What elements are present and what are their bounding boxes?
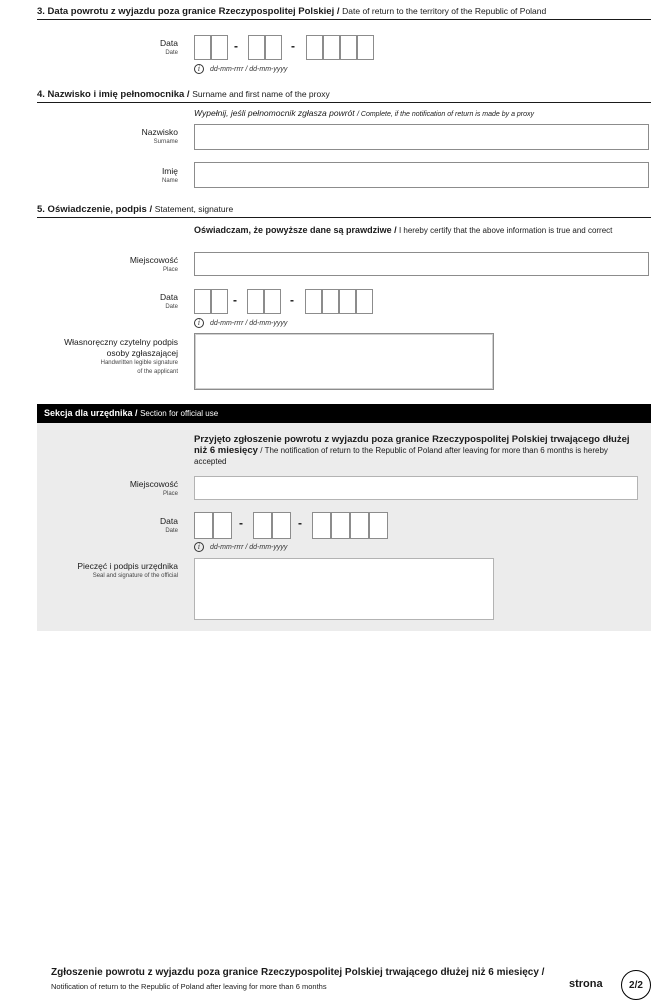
seal-label-en: Seal and signature of the official [92,573,178,579]
info-icon: i [194,64,204,74]
date-label-en: Date [165,50,178,56]
hint-en: dd-mm-yyyy [249,543,288,551]
year-digit-3[interactable] [350,512,369,539]
section-5-date-label [160,292,178,312]
seal-signature-field[interactable] [194,558,494,620]
official-title-pl: Sekcja dla urzędnika / [44,408,138,418]
date-label-pl: Data [160,292,178,302]
section-5-title [37,204,651,218]
hint-en: dd-mm-yyyy [249,65,288,73]
official-place-field[interactable] [194,476,638,500]
day-digit-1[interactable] [194,512,213,539]
signature-label-en-1: Handwritten legible signature [100,360,178,366]
official-section-header [37,404,651,423]
seal-label-pl: Pieczęć i podpis urzędnika [77,561,178,571]
section-4-title-en: Surname and first name of the proxy [192,89,330,99]
seal-label [77,561,178,581]
section-3-date-label [160,38,178,58]
year-digit-4[interactable] [369,512,388,539]
month-digit-2[interactable] [264,289,281,314]
section-4-note [194,108,534,118]
official-place-label [130,479,178,499]
section-3-date-hint [194,64,287,74]
official-date-label [160,516,178,536]
month-digit-1[interactable] [248,35,265,60]
year-digit-1[interactable] [312,512,331,539]
section-5-title-pl: 5. Oświadczenie, podpis / [37,204,153,215]
year-digit-2[interactable] [331,512,350,539]
name-label-pl: Imię [161,166,178,176]
date-separator: - [234,39,238,53]
official-statement-en: / The notification of return to the Republic of Poland after leaving for more than 6 months is hereby accepted [194,446,608,466]
signature-field[interactable] [194,333,494,390]
place-label-pl: Miejscowość [129,255,178,265]
signature-label-pl-1: Własnoręczny czytelny podpis [64,337,178,347]
section-4-title [37,89,651,103]
page-label: strona [569,978,603,990]
section-5-statement [194,225,634,236]
footer-title [51,966,556,994]
hint-en: dd-mm-yyyy [249,319,288,327]
section-3-title-en: Date of return to the territory of the Republic of Poland [342,6,547,16]
year-digit-2[interactable] [322,289,339,314]
proxy-surname-field[interactable] [194,124,649,150]
statement-en: I hereby certify that the above information is true and correct [398,226,613,235]
surname-label [142,127,178,147]
date-label-pl: Data [160,516,178,526]
signature-label-en-2: of the applicant [137,369,178,375]
day-digit-1[interactable] [194,35,211,60]
official-title-en: Section for official use [140,409,219,418]
section-5-title-en: Statement, signature [154,204,234,214]
place-label-pl: Miejscowość [129,479,178,489]
month-digit-2[interactable] [265,35,282,60]
year-digit-1[interactable] [306,35,323,60]
section-3-title [37,6,651,20]
date-separator: - [298,516,302,530]
official-statement [194,434,639,467]
official-date-hint [194,542,287,552]
signature-label-pl-2: osoby zgłaszającej [106,348,178,358]
info-icon: i [194,542,204,552]
date-separator: - [239,516,243,530]
section-4-note-en: / Complete, if the notification of return is made by a proxy [357,111,535,118]
official-statement-pl: Przyjęto zgłoszenie powrotu z wyjazdu poza granice Rzeczypospolitej Polskiej trwającego dłużej niż 6 miesięcy [194,434,630,456]
date-separator: - [291,39,295,53]
hint-pl: dd-mm-rrrr / [210,543,248,551]
statement-pl: Oświadczam, że powyższe dane są prawdziwe / [194,225,397,235]
hint-pl: dd-mm-rrrr / [210,65,248,73]
surname-label-en: Surname [153,139,178,145]
year-digit-3[interactable] [339,289,356,314]
place-label-en: Place [162,267,178,273]
surname-label-pl: Nazwisko [141,127,178,137]
day-digit-1[interactable] [194,289,211,314]
name-label [162,166,178,186]
day-digit-2[interactable] [211,289,228,314]
year-digit-4[interactable] [357,35,374,60]
place-field[interactable] [194,252,649,276]
footer-title-en: Notification of return to the Republic of Poland after leaving for more than 6 months [51,982,327,991]
year-digit-3[interactable] [340,35,357,60]
footer-title-pl: Zgłoszenie powrotu z wyjazdu poza granice Rzeczypospolitej Polskiej trwającego dłużej niż 6 miesięcy / [51,967,545,978]
month-digit-1[interactable] [253,512,272,539]
section-3-title-pl: 3. Data powrotu z wyjazdu poza granice Rzeczypospolitej Polskiej / [37,6,340,17]
place-label [130,255,178,275]
month-digit-1[interactable] [247,289,264,314]
info-icon: i [194,318,204,328]
day-digit-2[interactable] [211,35,228,60]
day-digit-2[interactable] [213,512,232,539]
signature-label [64,337,178,377]
name-label-en: Name [161,178,178,184]
year-digit-2[interactable] [323,35,340,60]
year-digit-4[interactable] [356,289,373,314]
date-label-en: Date [165,304,178,310]
proxy-name-field[interactable] [194,162,649,188]
year-digit-1[interactable] [305,289,322,314]
hint-pl: dd-mm-rrrr / [210,319,248,327]
place-label-en: Place [162,491,178,497]
page-number-badge: 2/2 [621,970,651,1000]
section-5-date-hint [194,318,287,328]
date-label-en: Date [165,528,178,534]
date-separator: - [290,293,294,307]
date-separator: - [233,293,237,307]
month-digit-2[interactable] [272,512,291,539]
date-label-pl: Data [160,38,178,48]
section-4-note-pl: Wypełnij, jeśli pełnomocnik zgłasza powrót [194,108,355,118]
section-4-title-pl: 4. Nazwisko i imię pełnomocnika / [37,89,190,100]
